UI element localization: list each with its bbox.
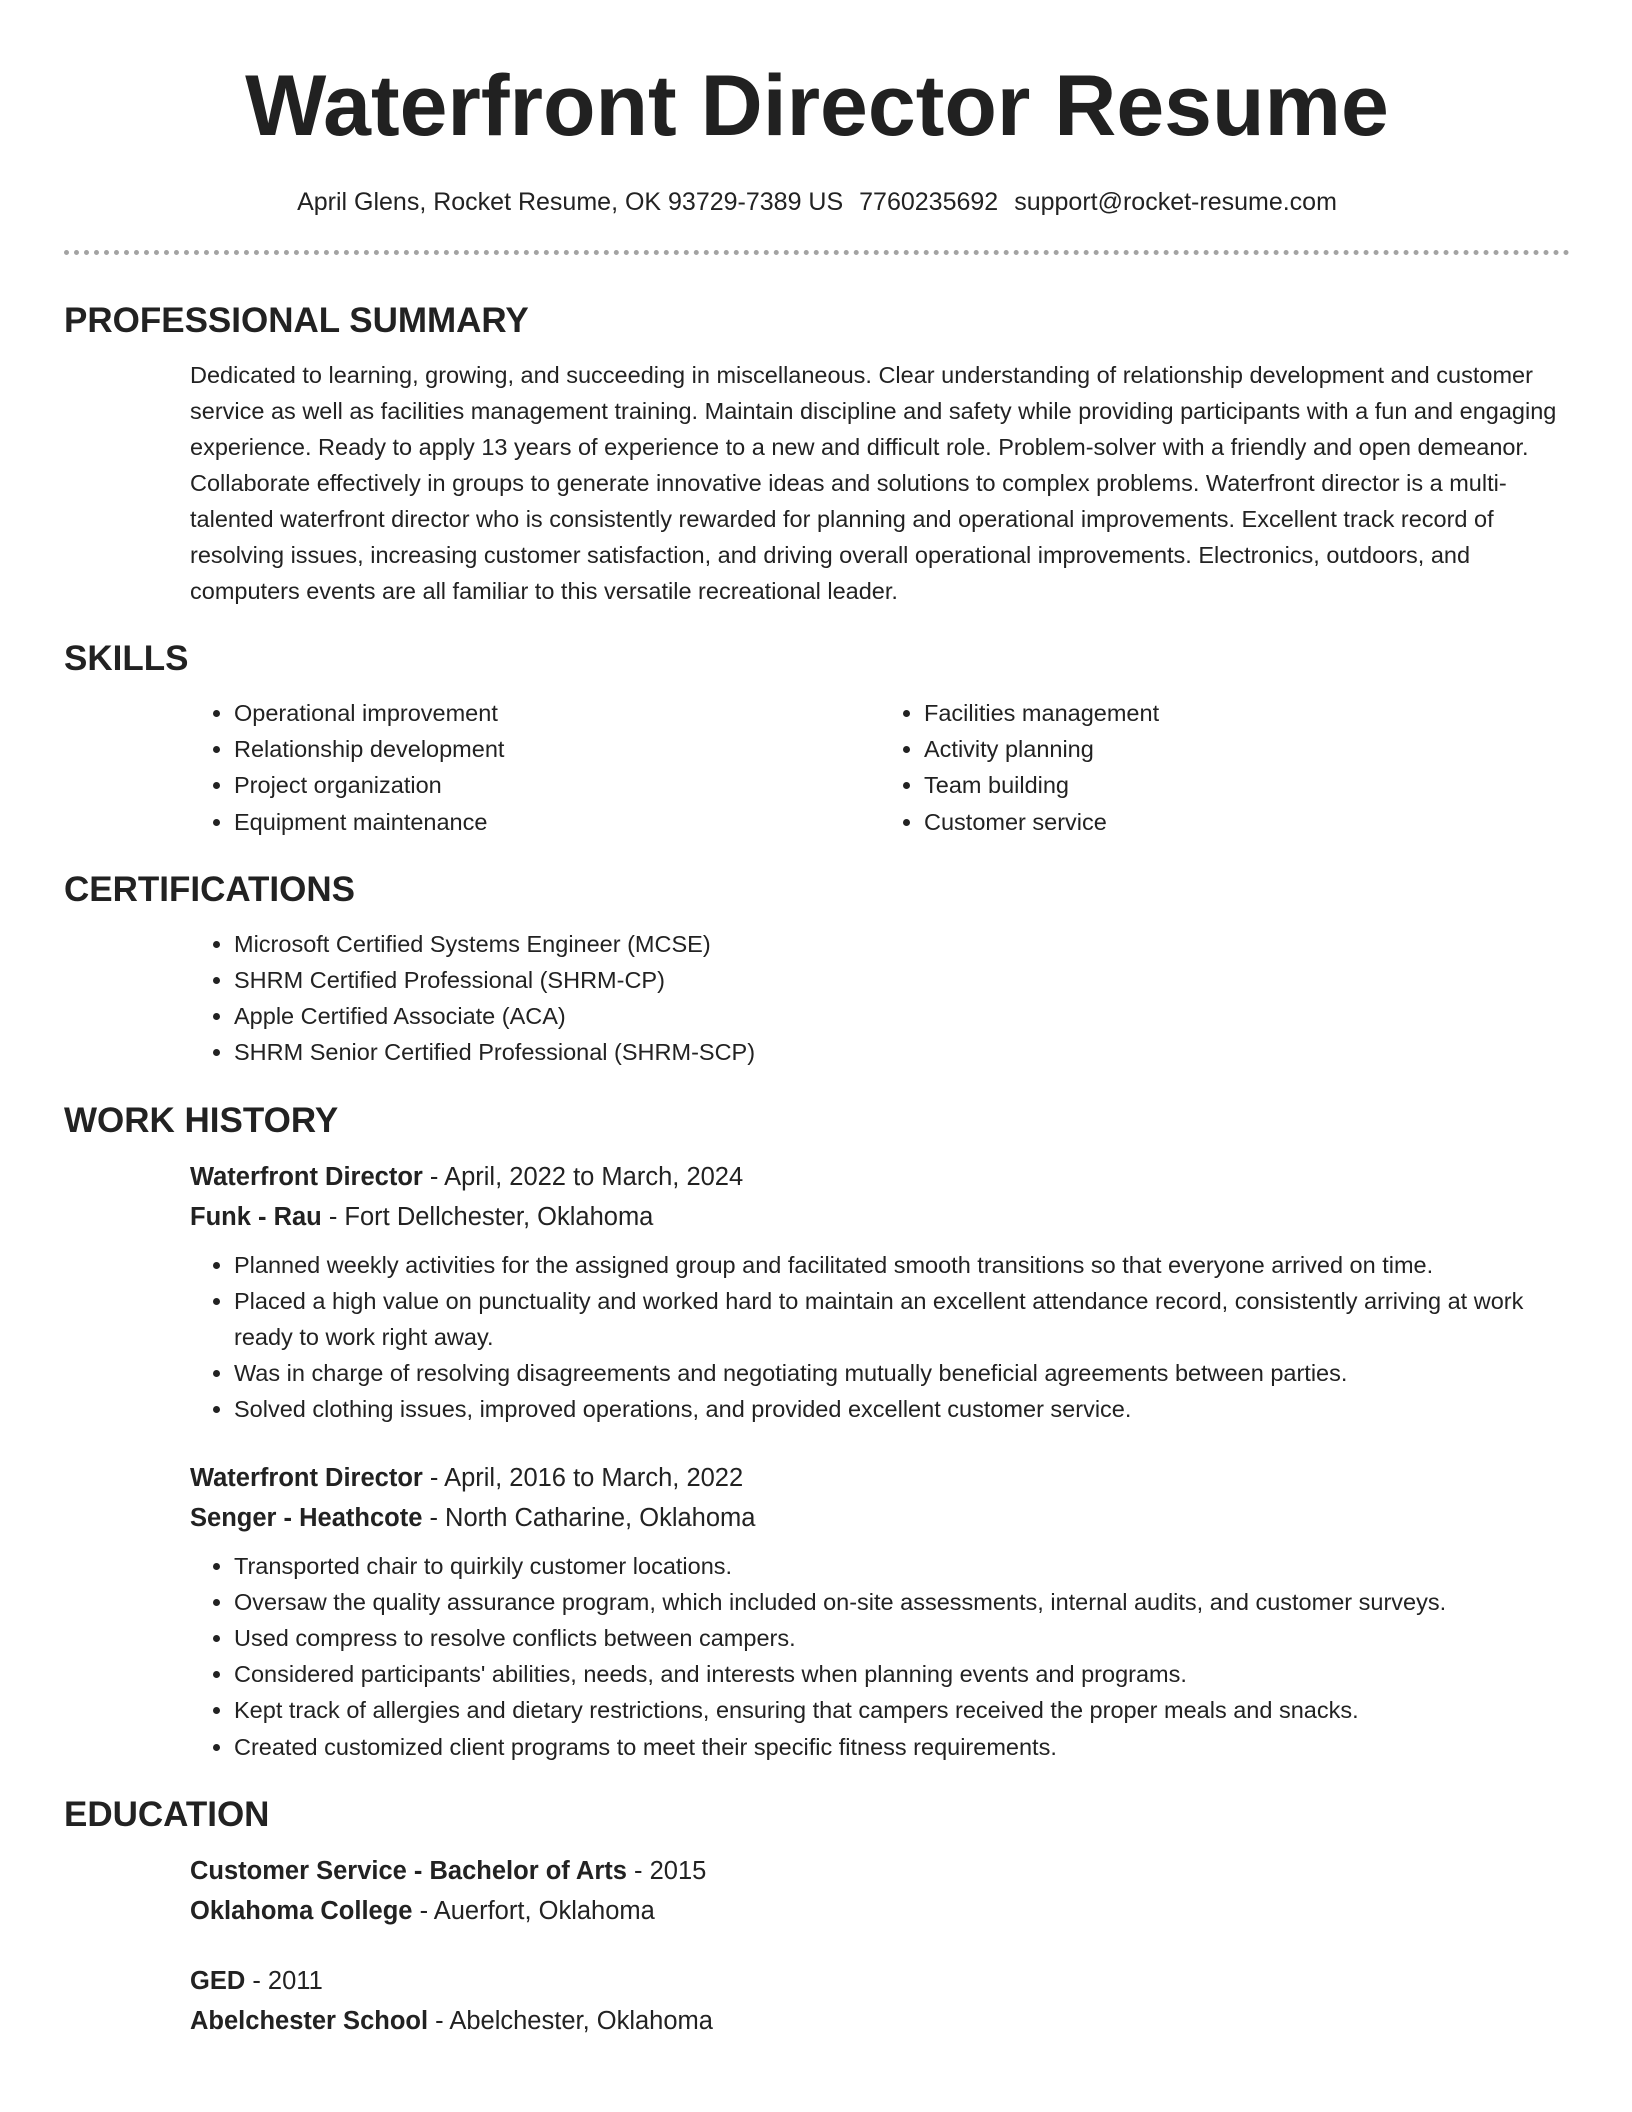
education-degree-line: [190, 1851, 1570, 1891]
skill-item: • Project organization: [234, 767, 880, 803]
work-history-heading: WORK HISTORY: [64, 1100, 339, 1140]
education-degree-line: [190, 1961, 1570, 2001]
summary-text: Dedicated to learning, growing, and succeeding in miscellaneous. Clear understanding of relationship development and customer service as well as facilities management training. Maintain discipline and safety while providing participants with a fun and engaging experience. Ready to apply 13 years of experience to a new and difficult role. Problem-solver with a friendly and open demeanor. Collaborate effectively in groups to generate innovative ideas and solutions to complex problems. Waterfront director is a multi-talented waterfront director who is consistently rewarded for planning and operational improvements. Excellent track record of resolving issues, increasing customer satisfaction, and driving overall operational improvements. Electronics, outdoors, and computers events are all familiar to this versatile recreational leader.: [190, 362, 1557, 604]
job-bullet: • Oversaw the quality assurance program, which included on-site assessments, internal audits, and customer surveys.: [234, 1584, 1570, 1620]
job-dates: - April, 2022 to March, 2024: [422, 1162, 744, 1191]
resume-title: Waterfront Director Resume: [245, 58, 1389, 154]
job-bullet: • Transported chair to quirkily customer locations.: [234, 1548, 1570, 1584]
job-bullet: • Was in charge of resolving disagreements and negotiating mutually beneficial agreements between parties.: [234, 1355, 1570, 1391]
job-location: - Fort Dellchester, Oklahoma: [321, 1202, 654, 1231]
education-school: Oklahoma College: [190, 1896, 413, 1925]
job-title-line: [190, 1157, 1570, 1197]
job-bullet: • Created customized client programs to meet their specific fitness requirements.: [234, 1729, 1570, 1765]
skill-item: • Relationship development: [234, 731, 880, 767]
certification-item: • Microsoft Certified Systems Engineer (MCSE): [234, 926, 1570, 962]
summary-heading: PROFESSIONAL SUMMARY: [64, 301, 529, 340]
job-title: Waterfront Director: [190, 1162, 423, 1191]
certification-item: • Apple Certified Associate (ACA): [234, 998, 1570, 1034]
job-company-line: [190, 1498, 1570, 1538]
skills-left-list: [190, 695, 880, 840]
contact-phone: 7760235692: [859, 188, 999, 216]
certifications-list: [190, 926, 1570, 1071]
job-company-line: [190, 1197, 1570, 1237]
job-bullet: • Placed a high value on punctuality and worked hard to maintain an excellent attendance record, consistently arriving at work ready to work right away.: [234, 1283, 1570, 1355]
job-title-line: [190, 1458, 1570, 1498]
certification-item: • SHRM Certified Professional (SHRM-CP): [234, 962, 1570, 998]
job-bullets: [190, 1247, 1570, 1428]
job-entry: [190, 1157, 1570, 1428]
contact-email: support@rocket-resume.com: [1014, 188, 1337, 216]
education-entry: [190, 1961, 1570, 2041]
contact-line: [64, 184, 1570, 220]
skill-item: • Facilities management: [924, 695, 1570, 731]
skill-item: • Team building: [924, 767, 1570, 803]
job-bullet: • Kept track of allergies and dietary restrictions, ensuring that campers received the proper meals and snacks.: [234, 1692, 1570, 1728]
job-company: Funk - Rau: [190, 1202, 322, 1231]
job-bullet: • Used compress to resolve conflicts between campers.: [234, 1620, 1570, 1656]
skill-item: • Activity planning: [924, 731, 1570, 767]
education-location: - Auerfort, Oklahoma: [412, 1896, 655, 1925]
certifications-heading: CERTIFICATIONS: [64, 869, 356, 909]
job-bullet: • Solved clothing issues, improved operations, and provided excellent customer service.: [234, 1391, 1570, 1427]
job-bullets: [190, 1548, 1570, 1765]
job-bullet: • Planned weekly activities for the assigned group and facilitated smooth transitions so that everyone arrived on time.: [234, 1247, 1570, 1283]
education-entry: [190, 1851, 1570, 1931]
education-degree: GED: [190, 1966, 246, 1995]
skill-item: • Operational improvement: [234, 695, 880, 731]
education-location: - Abelchester, Oklahoma: [428, 2006, 713, 2035]
education-year: - 2015: [626, 1856, 707, 1885]
skills-right-list: [880, 695, 1570, 840]
job-location: - North Catharine, Oklahoma: [422, 1503, 756, 1532]
education-school: Abelchester School: [190, 2006, 429, 2035]
contact-address: April Glens, Rocket Resume, OK 93729-7389 US: [297, 188, 844, 216]
resume-page: [64, 0, 1570, 2041]
education-heading: EDUCATION: [64, 1794, 270, 1834]
skill-item: • Customer service: [924, 804, 1570, 840]
certification-item: • SHRM Senior Certified Professional (SHRM-SCP): [234, 1034, 1570, 1070]
job-dates: - April, 2016 to March, 2022: [422, 1463, 744, 1492]
education-year: - 2011: [245, 1966, 323, 1995]
job-bullet: • Considered participants' abilities, needs, and interests when planning events and programs.: [234, 1656, 1570, 1692]
education-school-line: [190, 1891, 1570, 1931]
education-school-line: [190, 2001, 1570, 2041]
job-entry: [190, 1458, 1570, 1765]
skills-heading: SKILLS: [64, 639, 189, 678]
education-degree: Customer Service - Bachelor of Arts: [190, 1856, 627, 1885]
job-title: Waterfront Director: [190, 1463, 423, 1492]
job-company: Senger - Heathcote: [190, 1503, 423, 1532]
skill-item: • Equipment maintenance: [234, 804, 880, 840]
header-divider: [64, 250, 1570, 255]
skills-grid: [190, 681, 1570, 840]
